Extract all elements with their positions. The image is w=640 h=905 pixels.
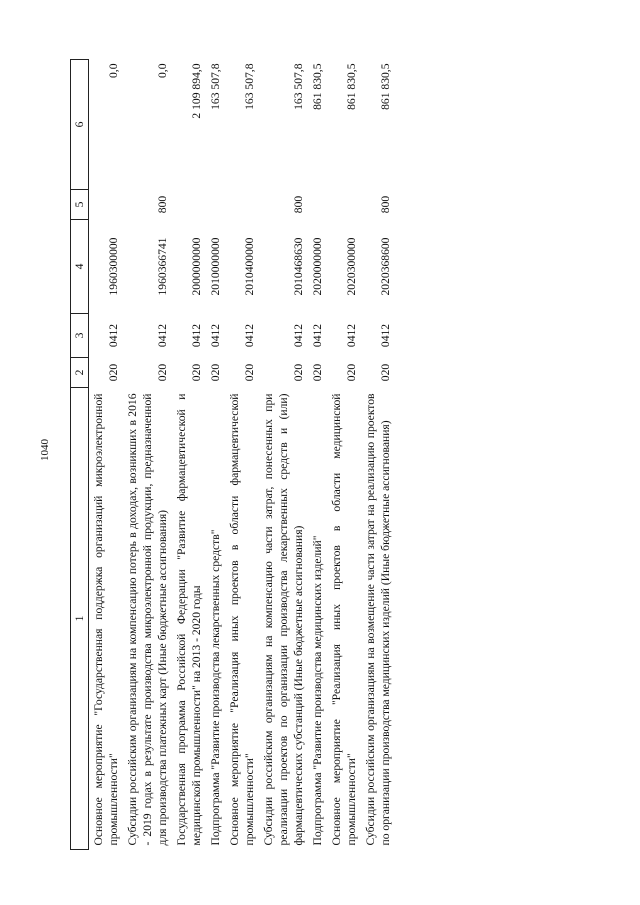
row-vr (206, 190, 225, 220)
row-sum: 861 830,5 (311, 63, 324, 110)
row-ppp: 020 (379, 363, 392, 382)
row-name: Основное мероприятие "Государственная поддержка организаций микроэлектронной промышленности" (92, 393, 120, 846)
row-sum: 163 507,8 (292, 63, 305, 110)
table-row (259, 60, 308, 850)
row-rz: 0412 (156, 323, 169, 348)
table-header-row (71, 60, 89, 850)
row-csr: 2020000000 (311, 237, 324, 296)
row-ppp: 020 (156, 363, 169, 382)
row-csr: 2010000000 (209, 237, 222, 296)
row-rz: 0412 (311, 323, 324, 348)
row-ppp: 020 (209, 363, 222, 382)
budget-table (70, 59, 395, 850)
row-rz: 0412 (292, 323, 305, 348)
table-row (225, 60, 259, 850)
row-rz: 0412 (209, 323, 222, 348)
table-row (123, 60, 172, 850)
row-sum: 163 507,8 (209, 63, 222, 110)
table-row (89, 60, 124, 850)
row-csr: 1960300000 (107, 237, 120, 296)
column-header-vr: 5 (71, 190, 89, 220)
table-row (206, 60, 225, 850)
row-name: Подпрограмма "Развитие производства лекарственных средств" (209, 529, 222, 846)
row-sum: 0,0 (107, 63, 120, 78)
row-rz: 0412 (243, 323, 256, 348)
row-csr: 2020300000 (345, 237, 358, 296)
row-rz: 0412 (190, 323, 203, 348)
row-ppp: 020 (292, 363, 305, 382)
column-header-rz: 3 (71, 314, 89, 358)
row-sum: 0,0 (156, 63, 169, 78)
row-vr (225, 190, 259, 220)
row-vr (308, 190, 327, 220)
row-name: Основное мероприятие "Реализация иных проектов в области медицинской промышленности" (330, 393, 358, 846)
row-name: Государственная программа Российской Федерации "Развитие фармацевтической и медицинской промышленности" на 2013 - 2020 годы (175, 393, 203, 846)
row-csr: 2020368600 (379, 237, 392, 296)
table-row (361, 60, 395, 850)
row-name: Субсидии российским организациям на компенсацию части затрат, понесенных при реализации проектов по организации производства лекарственных средств и (или) фармацевтических субстанций (Иные бюджетные ассигнования) (262, 393, 305, 846)
column-header-sum: 6 (71, 60, 89, 190)
row-ppp: 020 (190, 363, 203, 382)
row-csr: 1960366741 (156, 237, 169, 296)
row-sum: 861 830,5 (379, 63, 392, 110)
row-sum: 861 830,5 (345, 63, 358, 110)
row-vr (172, 190, 206, 220)
row-rz: 0412 (107, 323, 120, 348)
row-rz: 0412 (379, 323, 392, 348)
row-sum: 163 507,8 (243, 63, 256, 110)
table-row (327, 60, 361, 850)
rotated-table-frame (70, 60, 630, 850)
row-name: Подпрограмма "Развитие производства медицинских изделий" (311, 535, 324, 846)
row-vr: 800 (156, 195, 169, 214)
column-header-name: 1 (71, 388, 89, 850)
row-ppp: 020 (243, 363, 256, 382)
row-rz: 0412 (345, 323, 358, 348)
row-vr: 800 (292, 195, 305, 214)
row-csr: 2010468630 (292, 237, 305, 296)
row-vr (327, 190, 361, 220)
column-header-csr: 4 (71, 220, 89, 314)
row-ppp: 020 (345, 363, 358, 382)
row-name: Субсидии российским организациям на возмещение части затрат на реализацию проектов по организации производства медицинских изделий (Иные бюджетные ассигнования) (364, 393, 392, 846)
row-ppp: 020 (107, 363, 120, 382)
row-csr: 2010400000 (243, 237, 256, 296)
row-vr (89, 190, 124, 220)
row-csr: 2000000000 (190, 237, 203, 296)
row-vr: 800 (379, 195, 392, 214)
table-row (308, 60, 327, 850)
row-name: Основное мероприятие "Реализация иных проектов в области фармацевтической промышленности" (228, 393, 256, 846)
table-row (172, 60, 206, 850)
page-number: 1040 (39, 439, 51, 461)
row-ppp: 020 (311, 363, 324, 382)
row-name: Субсидии российским организациям на компенсацию потерь в доходах, возникших в 2016 - 2019 годах в результате производства микроэлектронной продукции, предназначенной для производства платежных карт (Иные бюджетные ассигнования) (126, 393, 169, 846)
row-sum: 2 109 894,0 (190, 63, 203, 119)
column-header-ppp: 2 (71, 358, 89, 388)
